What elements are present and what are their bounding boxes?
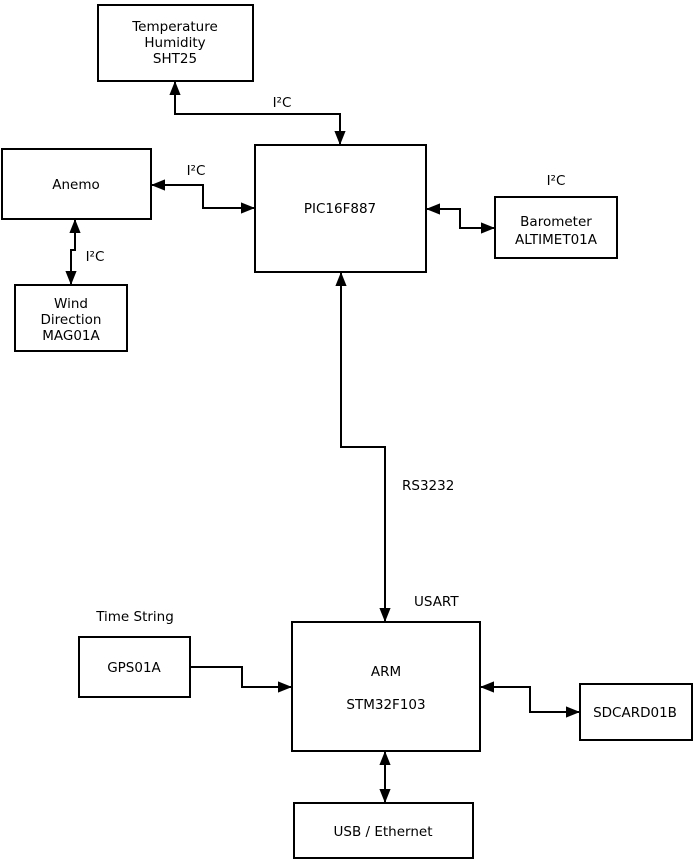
node-usb-ethernet <box>294 803 473 858</box>
edge-label-time-string: Time String <box>96 609 174 625</box>
node-sht25-label-line3: SHT25 <box>152 51 198 67</box>
node-wind-label-line2: Direction <box>40 312 102 328</box>
node-wind-label-line3: MAG01A <box>42 328 100 344</box>
edge-label-i2c-pic-sht25: I²C <box>272 95 292 111</box>
node-arm-label-line2: STM32F103 <box>346 697 426 713</box>
edge-label-i2c-anemo-wind: I²C <box>85 249 105 265</box>
node-sdcard-label: SDCARD01B <box>593 705 677 721</box>
edge-label-i2c-pic-barometer: I²C <box>546 173 566 189</box>
edge-label-i2c-pic-anemo: I²C <box>186 163 206 179</box>
edge-gps-arm <box>190 667 292 687</box>
edge-pic-barometer <box>426 209 495 228</box>
node-wind-direction-mag01a <box>15 285 127 351</box>
edge-pic-sht25 <box>175 81 340 145</box>
node-pic16f887 <box>255 145 426 272</box>
edge-label-usart: USART <box>414 594 459 610</box>
node-barometer-label-line2: ALTIMET01A <box>515 232 597 248</box>
node-barometer-label-line1: Barometer <box>520 214 592 230</box>
node-anemo-label: Anemo <box>52 177 100 193</box>
node-sdcard01b <box>580 684 692 740</box>
edge-label-rs3232: RS3232 <box>402 478 455 494</box>
edge-pic-anemo <box>151 185 255 208</box>
edge-arm-sdcard <box>480 687 580 712</box>
node-gps01a <box>79 637 190 697</box>
node-barometer-altimet01a <box>495 197 617 258</box>
edge-pic-arm <box>341 272 385 622</box>
node-sht25-label-line2: Humidity <box>144 35 206 51</box>
node-temperature-humidity-sht25 <box>98 5 253 81</box>
node-anemo <box>2 149 151 219</box>
node-arm-label-line1: ARM <box>370 664 402 680</box>
node-gps-label: GPS01A <box>107 660 161 676</box>
node-wind-label-line1: Wind <box>54 296 88 312</box>
node-arm-box <box>292 622 480 751</box>
node-pic-label: PIC16F887 <box>303 201 377 217</box>
node-usb-label: USB / Ethernet <box>333 824 433 840</box>
edge-anemo-wind-direction <box>71 219 75 285</box>
node-arm-stm32f103 <box>292 622 480 751</box>
node-sht25-label-line1: Temperature <box>132 19 218 35</box>
